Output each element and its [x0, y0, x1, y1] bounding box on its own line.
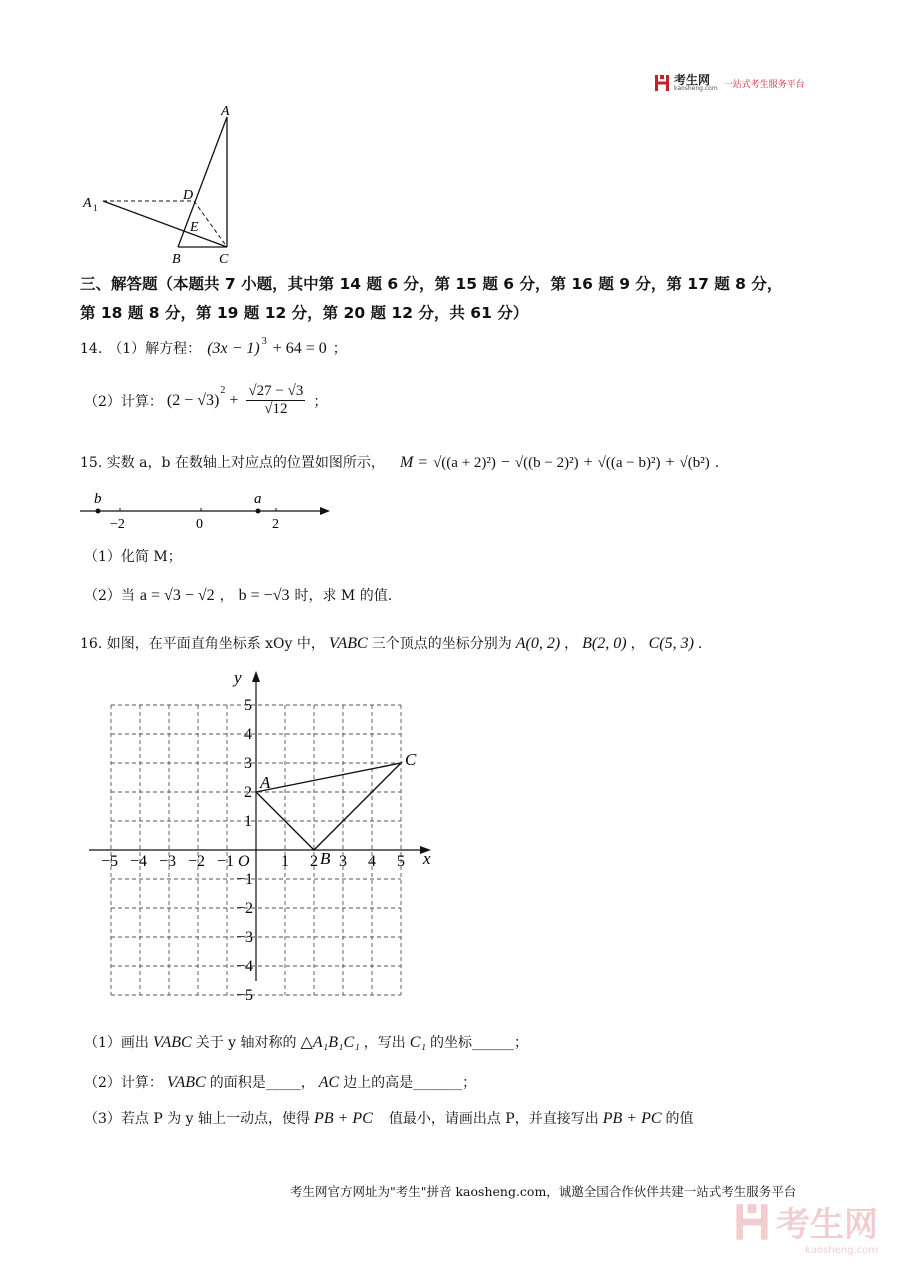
- label-A1-sub: 1: [93, 203, 98, 213]
- y-tick-label: −2: [236, 900, 254, 917]
- x-tick-label: −1: [217, 853, 235, 870]
- q16-part1-pre: （1）画出: [84, 1035, 149, 1051]
- footer-text: 考生网官方网址为"考生"拼音 kaosheng.com，诚邀全国合作伙伴共建一站式考生服务平台: [290, 1184, 797, 1199]
- q14-part1-label: （1）解方程：: [108, 341, 202, 357]
- q14-fraction-denominator: √12: [264, 401, 288, 417]
- q16-triangle: VABC: [328, 635, 368, 652]
- q16-part1-triangle: VABC: [152, 1034, 192, 1051]
- segment-A1C: [103, 201, 227, 247]
- label-A1: A: [83, 196, 92, 211]
- tick-neg2-label: −2: [110, 517, 125, 530]
- q14-part2-base: (2 − √3): [166, 391, 220, 409]
- y-tick-label: 2: [244, 784, 252, 801]
- y-tick-label: 5: [244, 697, 252, 714]
- point-label-C: C: [405, 750, 417, 769]
- point-a-dot: [256, 509, 261, 514]
- q15-part1: （1）化简 M；: [84, 549, 182, 565]
- point-label-A: A: [260, 773, 271, 792]
- x-tick-label: −2: [188, 853, 206, 870]
- segment-AB: [178, 117, 227, 247]
- q16-part1-mid: 关于 y 轴对称的: [195, 1035, 297, 1051]
- label-D: D: [183, 188, 194, 203]
- q16-point-C: C(5, 3): [648, 635, 694, 652]
- q16-part3-mid: 值最小，请画出点 P，并直接写出: [388, 1111, 599, 1127]
- q15-formula-term4: √(b²): [679, 455, 710, 471]
- x-axis-label: x: [423, 849, 431, 868]
- q16-part2-post: 边上的高是_______；: [343, 1075, 477, 1091]
- logo-domain: kaosheng.com: [674, 85, 718, 92]
- x-tick-label: 5: [397, 853, 405, 870]
- q14-part1-rest: + 64 = 0: [272, 340, 327, 357]
- triangle-ABC: [256, 763, 401, 850]
- q16-stem-pre: 16. 如图，在平面直角坐标系 xOy 中，: [80, 636, 325, 652]
- segment-DC: [194, 201, 227, 247]
- tick-2-label: 2: [272, 517, 279, 530]
- y-tick-label: −5: [236, 987, 254, 1004]
- q16-part2: [84, 1072, 476, 1092]
- q15-formula-plus1: +: [583, 454, 593, 471]
- section-heading-line2: 第 18 题 8 分，第 19 题 12 分，第 20 题 12 分，共 61 分）: [80, 304, 529, 322]
- label-C: C: [219, 252, 229, 267]
- q16-part2-mid: 的面积是_____，: [209, 1075, 315, 1091]
- q15-part2-a: a = √3 − √2: [139, 587, 215, 604]
- q15-part2-post: 时，求 M 的值.: [294, 588, 393, 604]
- x-tick-label: −4: [130, 853, 148, 870]
- triangle-figure: [80, 100, 250, 270]
- watermark-domain: kaosheng.com: [805, 1245, 878, 1256]
- q14-part1-exponent: 3: [261, 336, 267, 347]
- y-tick-label: 4: [244, 726, 252, 743]
- x-tick-label: 1: [281, 853, 289, 870]
- point-b-label: b: [94, 491, 102, 507]
- q15-formula-term1: √((a + 2)²): [433, 455, 496, 471]
- q15-formula-end: .: [714, 455, 720, 471]
- q15-formula-plus2: +: [665, 454, 675, 471]
- number-line: [78, 488, 338, 530]
- number-line-arrow-icon: [320, 507, 330, 515]
- q16-stem-end: .: [697, 636, 703, 652]
- q16-part3-post: 的值: [665, 1111, 694, 1127]
- q14-part1-end: ；: [332, 341, 347, 357]
- label-A: A: [221, 104, 230, 119]
- label-B: B: [172, 252, 181, 267]
- q15-formula-minus: −: [500, 454, 510, 471]
- q16-part1-mid2: ，写出: [363, 1035, 406, 1051]
- origin-label: O: [238, 853, 250, 870]
- q15-formula-term3: √((a − b)²): [597, 455, 661, 471]
- q16-part1-point: C₁: [409, 1034, 426, 1051]
- q16-part2-pre: （2）计算：: [84, 1075, 163, 1091]
- q14-part2: [84, 383, 327, 418]
- header-logo: [654, 72, 805, 94]
- q16-part3-pre: （3）若点 P 为 y 轴上一动点，使得: [84, 1111, 311, 1127]
- q14-fraction: [246, 383, 305, 418]
- triangle-layer: [256, 763, 401, 850]
- q16-sep1: ，: [564, 636, 579, 652]
- q16-part1-post: 的坐标______；: [430, 1035, 528, 1051]
- q15-part2: [84, 585, 392, 605]
- tick-0-label: 0: [196, 517, 203, 530]
- q16-part2-triangle: VABC: [166, 1074, 206, 1091]
- q15-formula-term2: √((b − 2)²): [514, 455, 579, 471]
- watermark-logo-icon: [734, 1202, 770, 1242]
- q14-part2-exponent: 2: [220, 385, 226, 396]
- q16-part1: [84, 1032, 528, 1052]
- x-tick-label: −3: [159, 853, 177, 870]
- point-a-label: a: [254, 491, 262, 507]
- y-tick-label: −3: [236, 929, 254, 946]
- q14-fraction-numerator: √27 − √3: [248, 383, 304, 399]
- header-slogan: 一站式考生服务平台: [723, 79, 805, 90]
- x-tick-label: 2: [310, 853, 318, 870]
- y-tick-label: 3: [244, 755, 252, 772]
- q16-part3-expr2: PB + PC: [602, 1110, 662, 1127]
- q16-part3-expr: PB + PC: [314, 1110, 373, 1127]
- q14-part2-end: ；: [313, 393, 328, 410]
- section-heading-line1: 三、解答题（本题共 7 小题，其中第 14 题 6 分，第 15 题 6 分，第 16 题 9 分，第 17 题 8 分，: [80, 275, 783, 293]
- coordinate-plane-chart: [70, 668, 450, 1024]
- y-tick-label: −1: [236, 871, 254, 888]
- x-tick-label: 3: [339, 853, 347, 870]
- x-tick-label: −5: [101, 853, 119, 870]
- q16-sep2: ，: [630, 636, 645, 652]
- y-tick-label: 1: [244, 813, 252, 830]
- q14-part1: [80, 338, 347, 358]
- q14-number: 14.: [80, 341, 103, 357]
- q14-part2-label: （2）计算：: [84, 393, 163, 410]
- q15-part2-sep: ，: [219, 588, 234, 604]
- q16-part3: [84, 1108, 694, 1128]
- q14-part1-base: (3x − 1): [207, 340, 260, 357]
- x-tick-label: 4: [368, 853, 376, 870]
- watermark: [734, 1197, 878, 1256]
- q15-stem-text: 15. 实数 a，b 在数轴上对应点的位置如图所示，: [80, 455, 385, 471]
- logo-icon: [654, 74, 670, 92]
- q15-stem: [80, 452, 719, 472]
- label-E: E: [190, 220, 199, 235]
- y-axis-arrow-icon: [252, 671, 260, 682]
- q15-formula-lhs: M =: [399, 454, 429, 471]
- point-label-B: B: [320, 849, 331, 868]
- y-tick-label: −4: [236, 958, 254, 975]
- q16-point-A: A(0, 2): [515, 635, 561, 652]
- q16-part1-triangle2: △A₁B₁C₁: [300, 1034, 360, 1051]
- q16-stem-mid: 三个顶点的坐标分别为: [371, 636, 512, 652]
- point-b-dot: [96, 509, 101, 514]
- logo-name: 考生网: [674, 73, 711, 87]
- q15-part2-b: b = −√3: [238, 587, 290, 604]
- q16-point-B: B(2, 0): [582, 635, 627, 652]
- q15-part2-pre: （2）当: [84, 588, 135, 604]
- q16-stem: [80, 633, 702, 653]
- q16-part2-ac: AC: [318, 1074, 340, 1091]
- watermark-text: 考生网: [776, 1205, 878, 1245]
- q14-part2-plus: +: [229, 391, 239, 409]
- y-axis-label: y: [234, 668, 242, 687]
